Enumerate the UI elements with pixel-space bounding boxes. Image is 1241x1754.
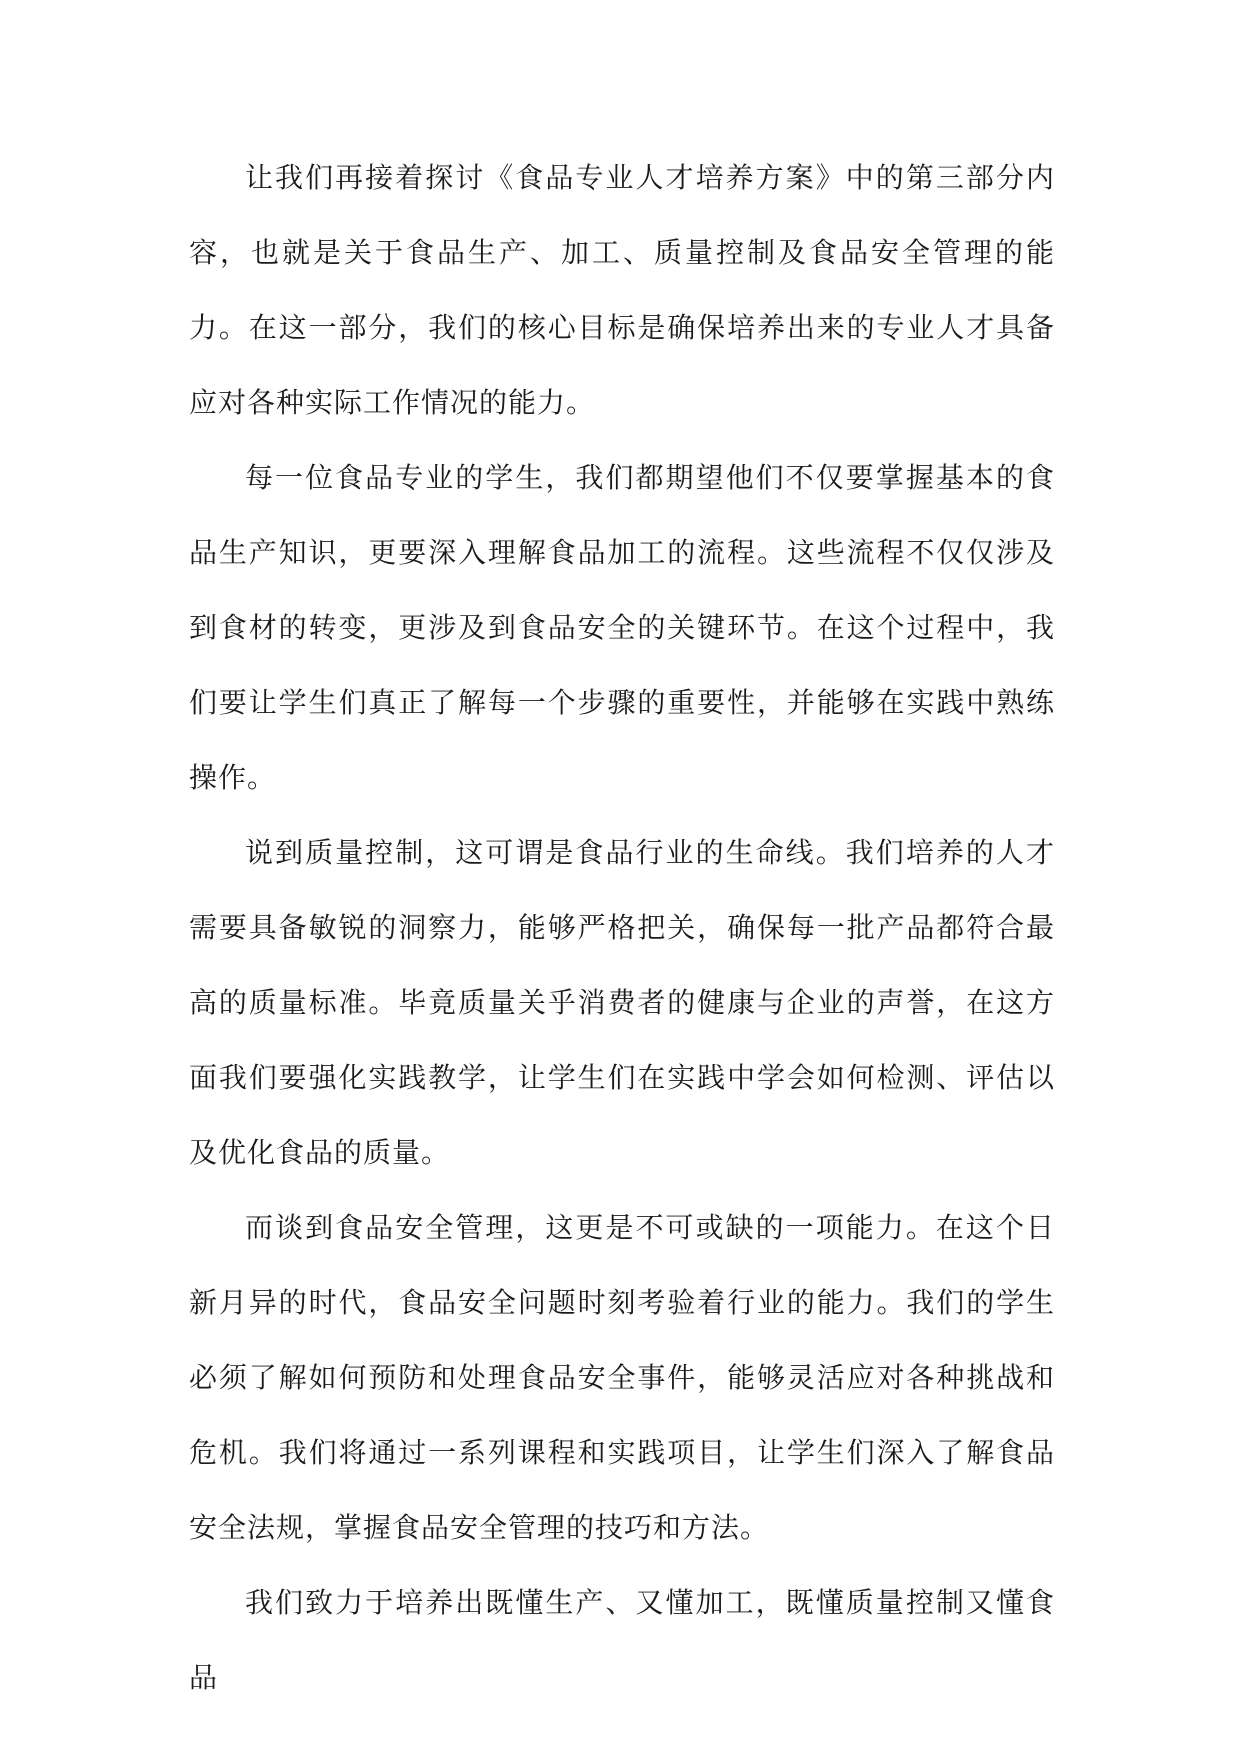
paragraph-5: 我们致力于培养出既懂生产、又懂加工，既懂质量控制又懂食品	[189, 1586, 1055, 1694]
paragraph-1: 让我们再接着探讨《食品专业人才培养方案》中的第三部分内容，也就是关于食品生产、加工、质量控制及食品安全管理的能力。在这一部分，我们的核心目标是确保培养出来的专业人才具备应对各种实际工作情况的能力。	[189, 161, 1055, 419]
document-body	[189, 140, 1055, 1715]
paragraph-3: 说到质量控制，这可谓是食品行业的生命线。我们培养的人才需要具备敏锐的洞察力，能够严格把关，确保每一批产品都符合最高的质量标准。毕竟质量关乎消费者的健康与企业的声誉，在这方面我们要强化实践教学，让学生们在实践中学会如何检测、评估以及优化食品的质量。	[189, 836, 1055, 1169]
paragraph-4: 而谈到食品安全管理，这更是不可或缺的一项能力。在这个日新月异的时代，食品安全问题时刻考验着行业的能力。我们的学生必须了解如何预防和处理食品安全事件，能够灵活应对各种挑战和危机。我们将通过一系列课程和实践项目，让学生们深入了解食品安全法规，掌握食品安全管理的技巧和方法。	[189, 1211, 1055, 1544]
paragraph-2: 每一位食品专业的学生，我们都期望他们不仅要掌握基本的食品生产知识，更要深入理解食品加工的流程。这些流程不仅仅涉及到食材的转变，更涉及到食品安全的关键环节。在这个过程中，我们要让学生们真正了解每一个步骤的重要性，并能够在实践中熟练操作。	[189, 461, 1055, 794]
